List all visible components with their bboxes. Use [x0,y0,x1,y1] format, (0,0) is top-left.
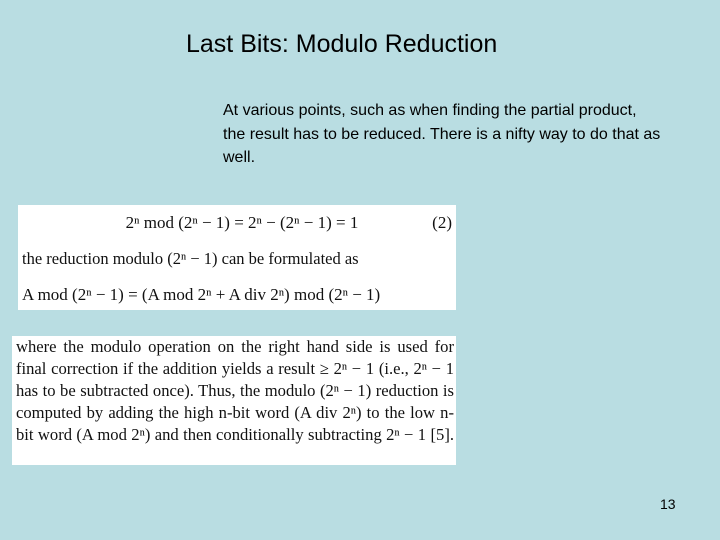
slide-body-text: At various points, such as when finding the partial product, the result has to be reduced. There is a nifty way to do that as well. [223,102,661,166]
reduction-formula: A mod (2ⁿ − 1) = (A mod 2ⁿ + A div 2ⁿ) mod (2ⁿ − 1) [22,285,381,304]
equation-excerpt-panel [18,205,456,310]
equation-2: 2ⁿ mod (2ⁿ − 1) = 2ⁿ − (2ⁿ − 1) = 1 [125,213,359,232]
equation-number: (2) [432,213,452,232]
page-number: 13 [660,496,676,512]
paper-excerpt-text: where the modulo operation on the right hand side is used for final correction if the addition yields a result ≥ 2ⁿ − 1 (i.e., 2ⁿ − 1 has to be subtracted once). Thus, the modulo (2ⁿ − 1) reduction is computed by adding the high n-bit word (A div 2ⁿ) to the low n-bit word (A mod 2ⁿ) and then conditionally subtracting 2ⁿ − 1 [5]. [16,337,454,444]
slide-title: Last Bits: Modulo Reduction [186,30,498,58]
paper-excerpt-panel [12,336,456,465]
reduction-caption: the reduction modulo (2ⁿ − 1) can be formulated as [22,249,359,268]
